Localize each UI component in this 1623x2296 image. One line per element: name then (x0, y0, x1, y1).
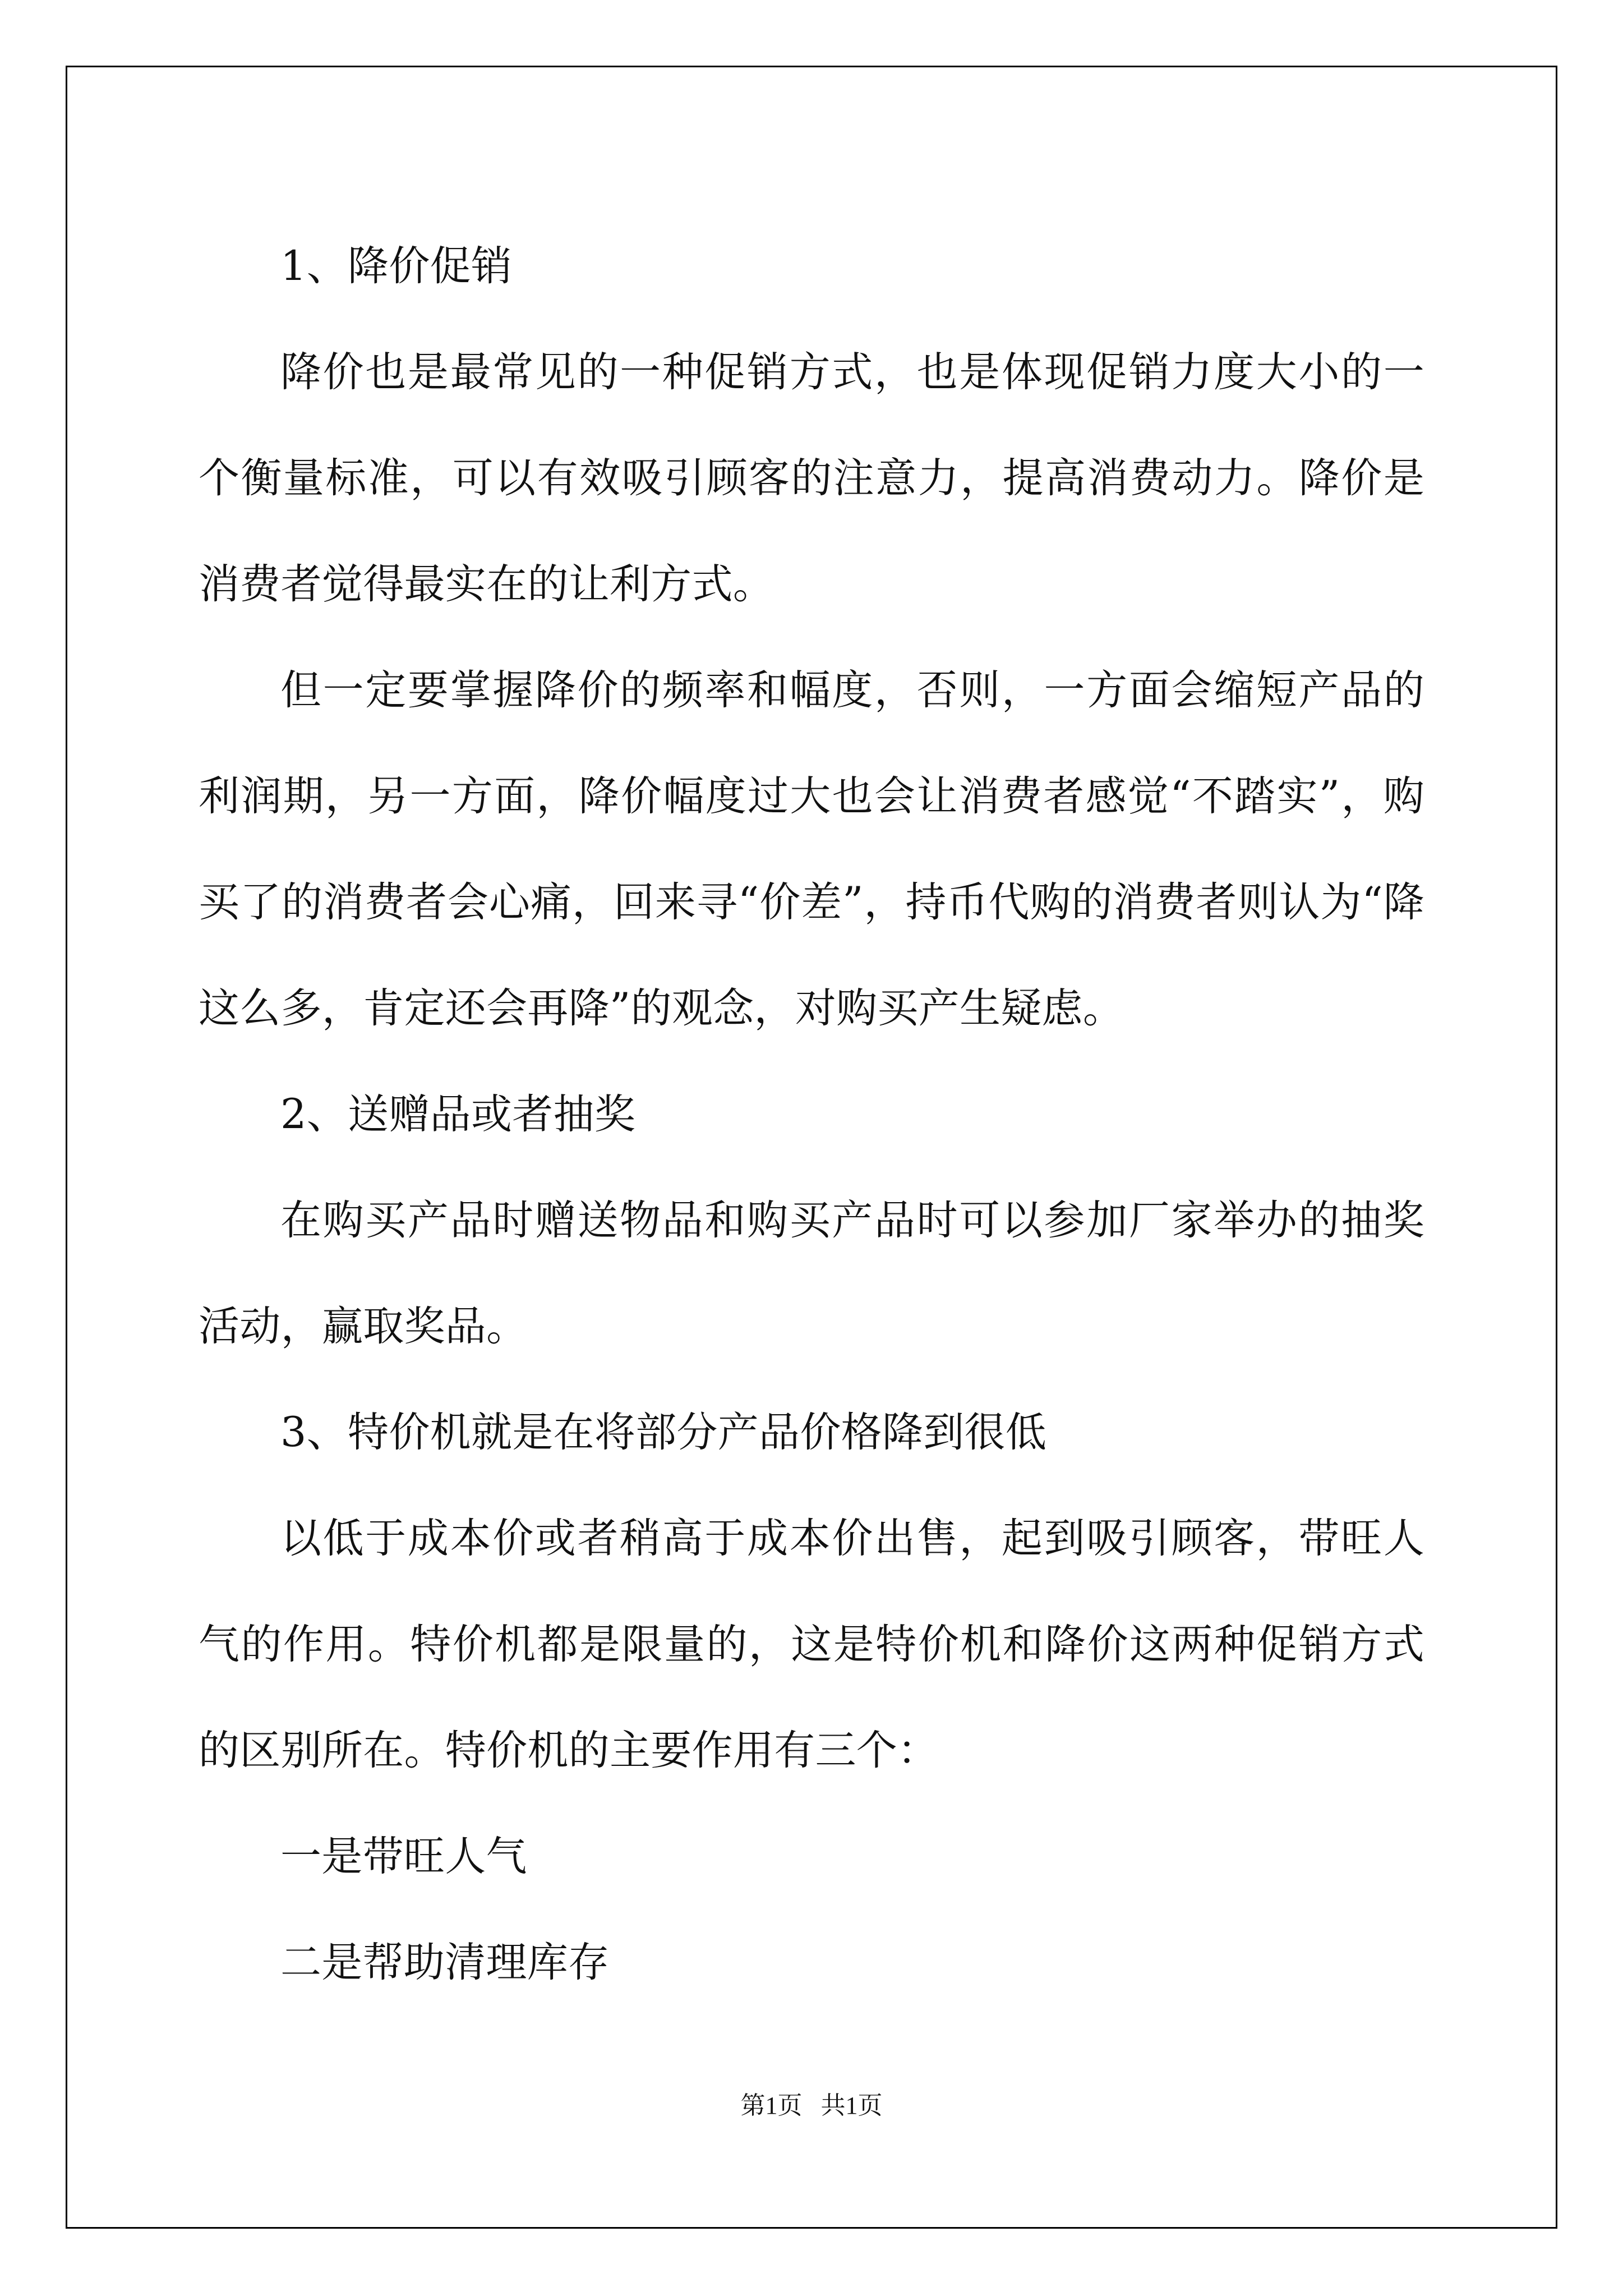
page-footer (0, 2089, 1623, 2123)
heading-special-price: 3、特价机就是在将部分产品价格降到很低 (280, 1409, 1047, 1456)
paragraph-price-reduction-intro: 降价也是最常见的一种促销方式，也是体现促销力度大小的一个衡量标准，可以有效吸引顾客的注意力，提高消费动力。降价是消费者觉得最实在的让利方式。 (199, 348, 1424, 608)
list-item-boost-popularity: 一是带旺人气 (280, 1833, 527, 1880)
list-item-clear-inventory: 二是帮助清理库存 (280, 1939, 610, 1986)
footer-spacer (803, 2092, 821, 2119)
page-number: 第1页 (740, 2092, 803, 2119)
page-total: 共1页 (820, 2092, 883, 2119)
heading-gifts-lottery: 2、送赠品或者抽奖 (280, 1091, 636, 1138)
paragraph-special-price: 以低于成本价或者稍高于成本价出售，起到吸引顾客，带旺人气的作用。特价机都是限量的，这是特价机和降价这两种促销方式的区别所在。特价机的主要作用有三个： (199, 1515, 1424, 1774)
document-body (199, 213, 1424, 2016)
heading-price-reduction: 1、降价促销 (280, 242, 513, 290)
paragraph-price-reduction-caution: 但一定要掌握降价的频率和幅度，否则，一方面会缩短产品的利润期，另一方面，降价幅度过大也会让消费者感觉“不踏实”，购买了的消费者会心痛，回来寻“价差”，持币代购的消费者则认为“降这么多，肯定还会再降”的观念，对购买产生疑虑。 (199, 666, 1424, 1032)
paragraph-gifts-lottery: 在购买产品时赠送物品和购买产品时可以参加厂家举办的抽奖活动，赢取奖品。 (199, 1197, 1424, 1350)
